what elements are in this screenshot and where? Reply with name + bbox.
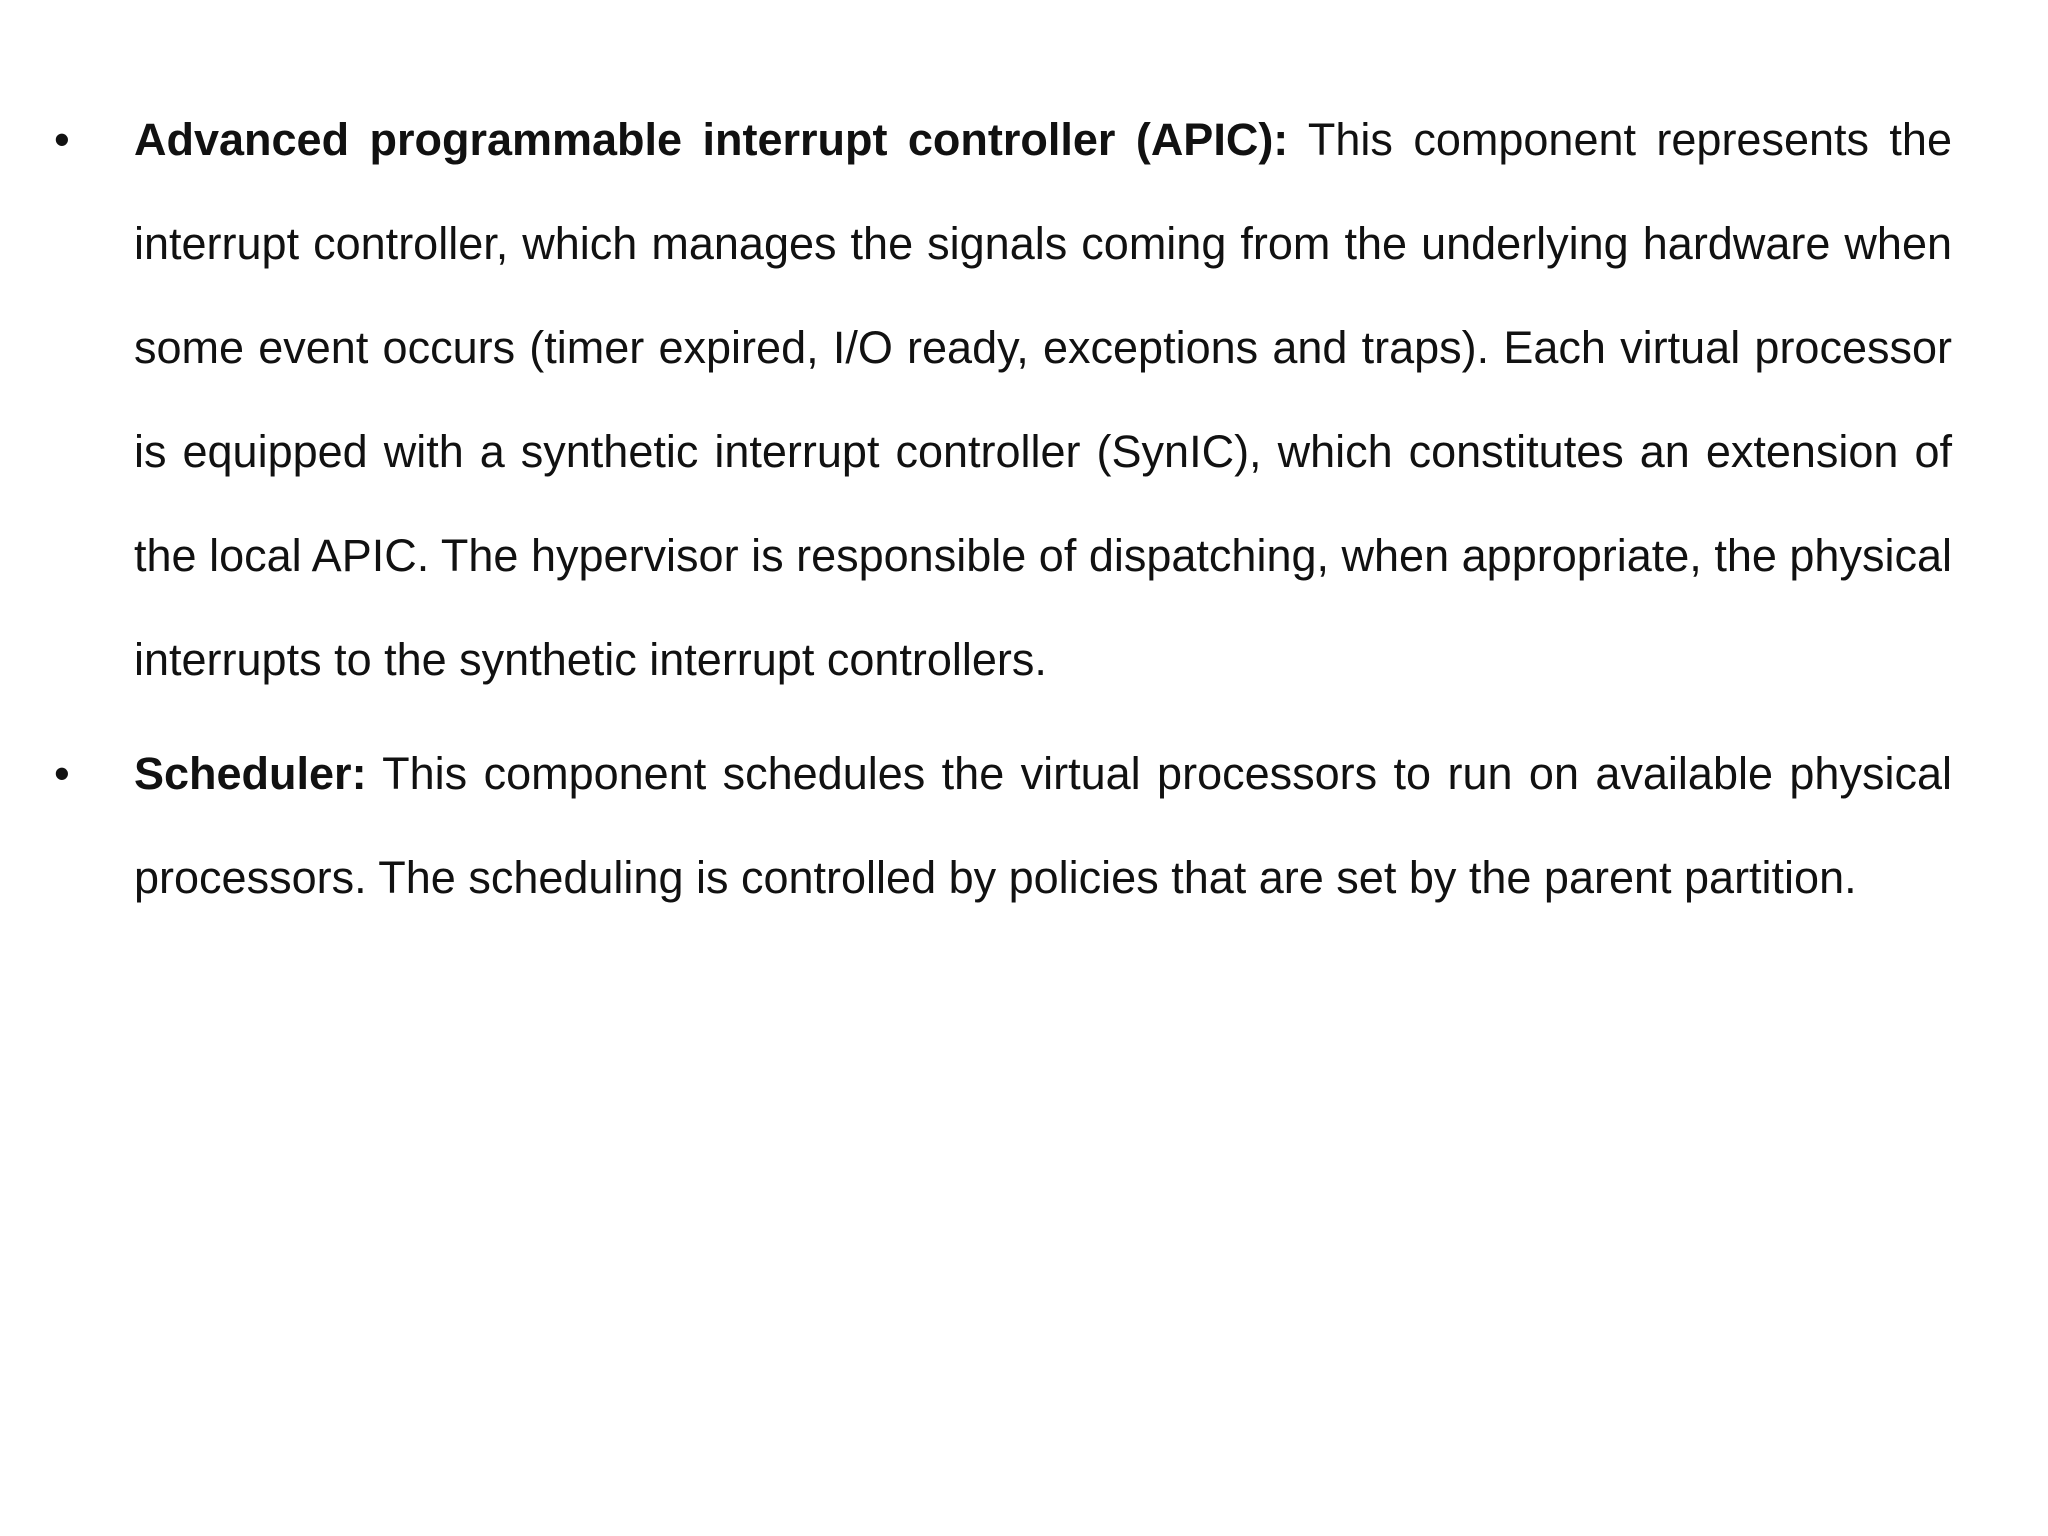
scheduler-term: Scheduler: xyxy=(134,748,367,799)
bullet-text-scheduler xyxy=(134,722,1952,930)
apic-term: Advanced programmable interrupt controller (APIC): xyxy=(134,114,1289,165)
bullet-marker: • xyxy=(54,114,70,165)
apic-description: This component represents the interrupt controller, which manages the signals coming from the underlying hardware when some event occurs (timer expired, I/O ready, exceptions and traps). Each virtual processor is equipped with a synthetic interrupt controller (SynIC), which constitutes an extension of the local APIC. The hypervisor is responsible of dispatching, when appropriate, the physical interrupts to the synthetic interrupt controllers. xyxy=(134,114,1952,685)
scheduler-description: This component schedules the virtual processors to run on available physical processors. The scheduling is controlled by policies that are set by the parent partition. xyxy=(134,748,1952,903)
bullet-text-apic xyxy=(134,88,1952,712)
bullet-marker: • xyxy=(54,748,70,799)
bullet-item-scheduler xyxy=(54,722,1952,930)
bullet-list xyxy=(54,88,1952,940)
bullet-item-apic xyxy=(54,88,1952,712)
